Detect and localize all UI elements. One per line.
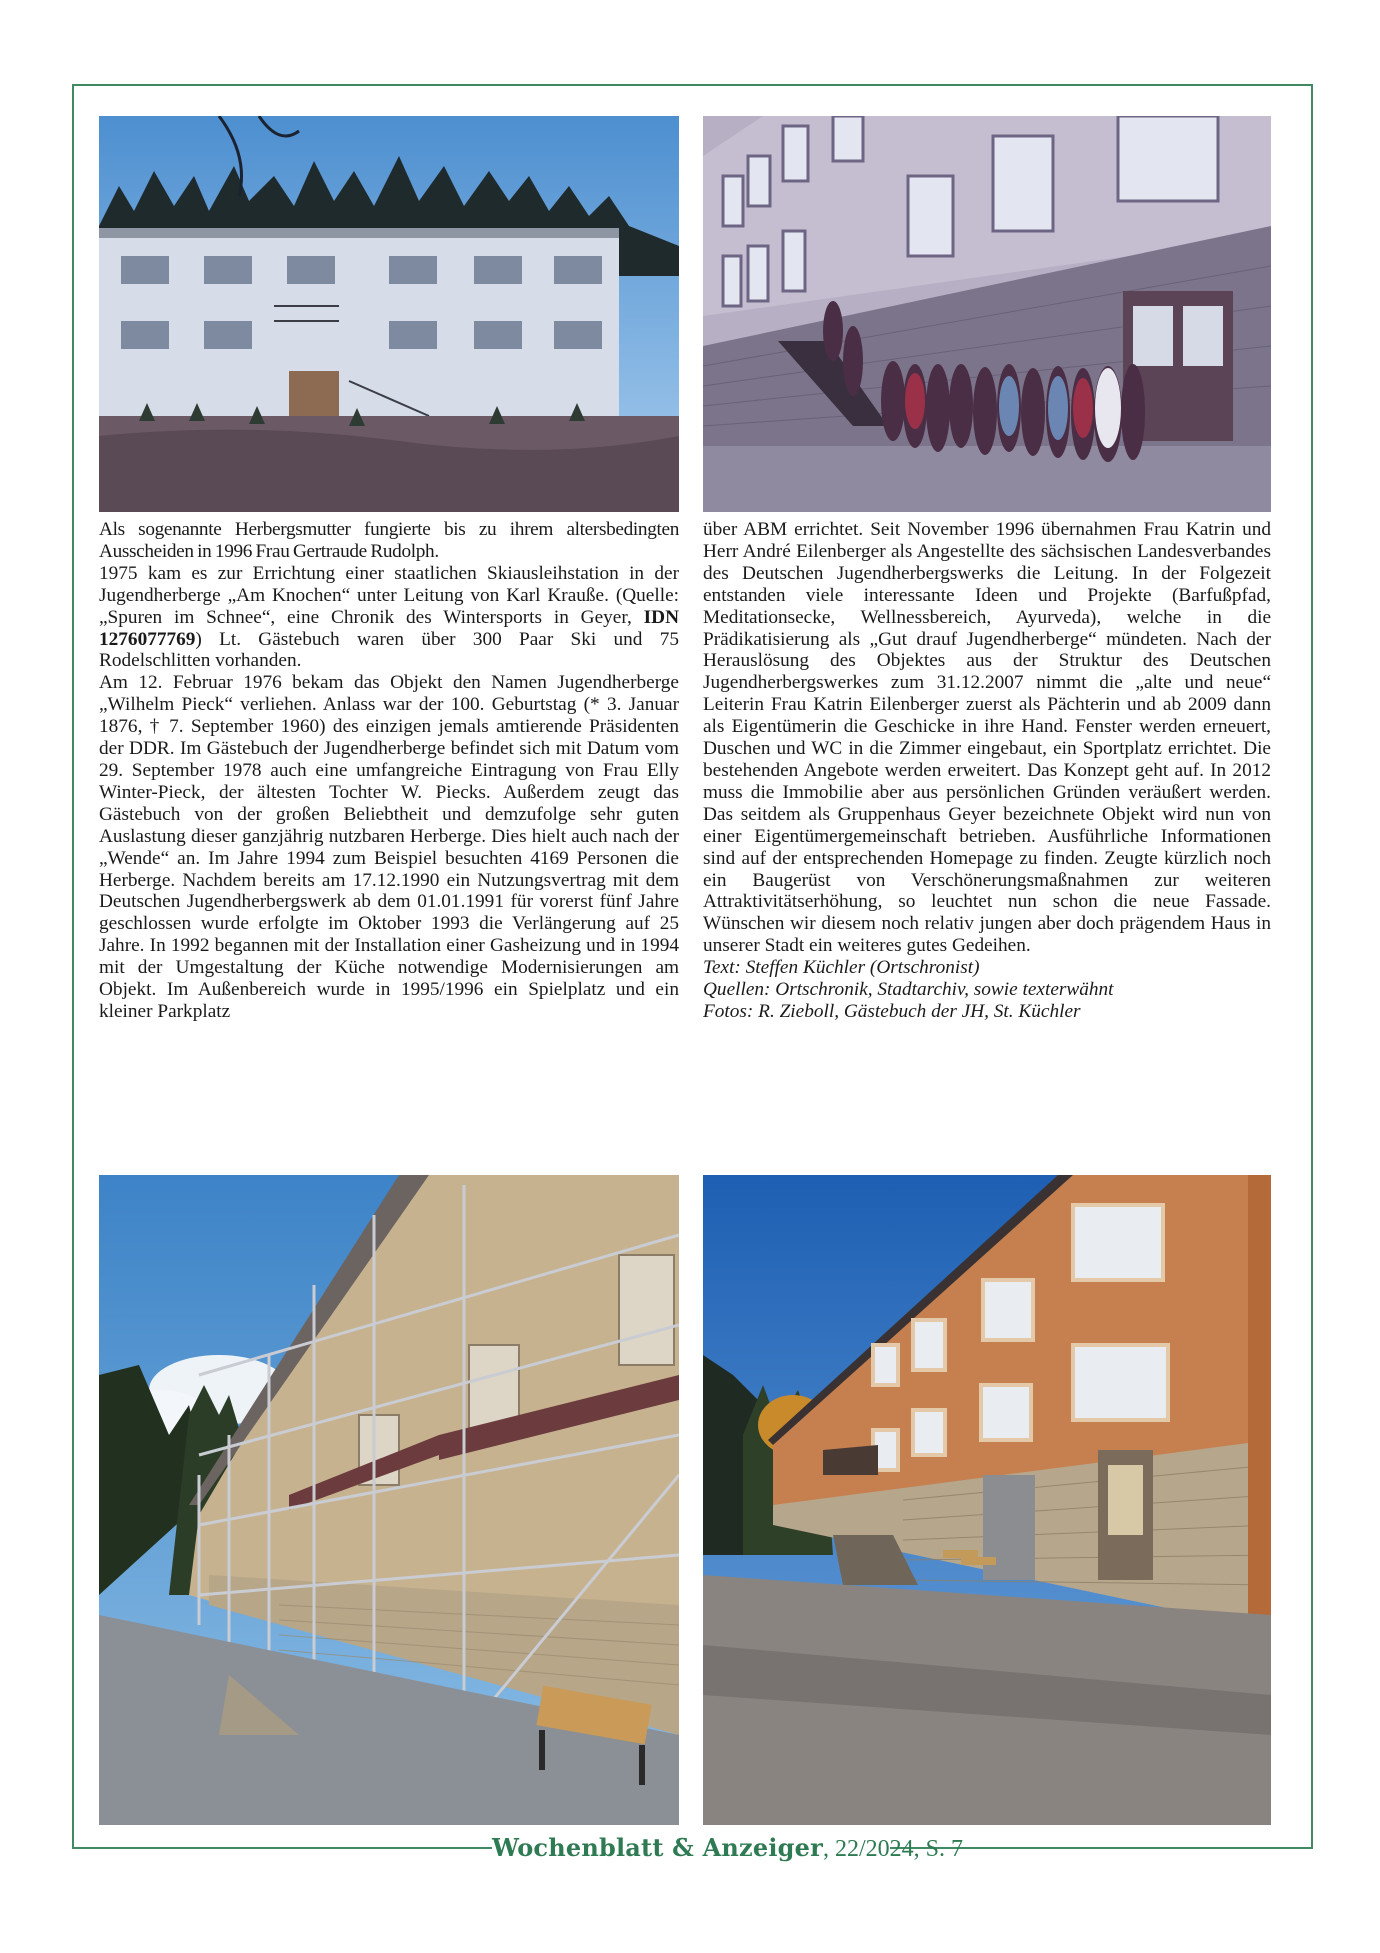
credit-text: Text: Steffen Küchler (Ortschronist) bbox=[703, 957, 980, 979]
photo-group-in-front-of-hostel bbox=[703, 116, 1271, 512]
credit-sources: Quellen: Ortschronik, Stadtarchiv, sowie texterwähnt bbox=[703, 979, 1114, 1001]
credit-photos: Fotos: R. Zieboll, Gästebuch der JH, St. Küchler bbox=[703, 1000, 1081, 1022]
photo-hostel-new-facade bbox=[703, 1175, 1271, 1825]
issue-and-page: , 22/2024, S. 7 bbox=[822, 1836, 963, 1862]
photo-hostel-winter-1970s bbox=[99, 116, 679, 512]
page-footer bbox=[492, 1830, 963, 1866]
footer-rule-left bbox=[72, 1847, 492, 1849]
paragraph-skiausleihstation-end: ) Lt. Gästebuch waren über 300 Paar Ski und 75 Rodelschlitten vorhanden. bbox=[99, 628, 679, 672]
paragraph-skiausleihstation-text: 1975 kam es zur Errichtung einer staatlichen Skiausleihstation in der Jugendherberge „Am Knochen“ unter Leitung von Karl Krauße. (Quelle: „Spuren im Schnee“, eine Chronik des Wintersports in Geyer, bbox=[99, 562, 679, 628]
article-column-right bbox=[703, 519, 1271, 1023]
idn-number: IDN 1276077769 bbox=[99, 606, 679, 650]
paragraph-herbergsmutter: Als sogenannte Herbergsmutter fungierte bis zu ihrem altersbedingten Ausscheiden in 1996 Frau Gertraude Rudolph. bbox=[99, 519, 679, 562]
paragraph-wilhelm-pieck: Am 12. Februar 1976 bekam das Objekt den Namen Jugendherberge „Wilhelm Pieck“ verliehen. Anlass war der 100. Geburtstag (* 3. Januar 1876, † 7. September 1960) des einzigen jemals amtierende Präsidenten der DDR. Im Gästebuch der Jugendherberge befindet sich mit Datum vom 29. September 1978 auch eine umfangreiche Eintragung von Frau Elly Winter-Pieck, der ältesten Tochter W. Piecks. Außerdem zeugt das Gästebuch von der großen Beliebtheit und demzufolge sehr guten Auslastung dieser ganzjährig nutzbaren Herberge. Dies hielt auch nach der „Wende“ an. Im Jahre 1994 zum Beispiel besuchten 4169 Personen die Herberge. Nachdem bereits am 17.12.1990 ein Nutzungsvertrag mit dem Deutschen Jugendherbergswerk ab dem 01.01.1991 für vorerst fünf Jahre geschlossen wurde erfolgte im Oktober 1993 die Verlängerung auf 25 Jahre. In 1992 begannen mit der Installation einer Gasheizung und in 1994 mit der Umgestaltung der Küche notwendige Modernisierungen am Objekt. Im Außenbereich wurde in 1995/1996 ein Spielplatz und ein kleiner Parkplatz bbox=[99, 672, 679, 1022]
paragraph-skiausleihstation bbox=[99, 563, 679, 673]
newspaper-masthead: Wochenblatt & Anzeiger bbox=[492, 1833, 823, 1862]
article-column-left bbox=[99, 519, 679, 1023]
paragraph-eilenberger: über ABM errichtet. Seit November 1996 übernahmen Frau Katrin und Herr André Eilenberger als Angestellte des sächsischen Landesverbandes des Deutschen Jugendherbergswerks die Leitung. In der Folgezeit entstanden viele interessante Ideen und Projekte (Barfußpfad, Meditationsecke, Wellnessbereich, Ayurveda), welche in die Prädikatisierung als „Gut drauf Jugendherberge“ mündeten. Nach der Herauslösung des Objektes aus der Struktur des Deutschen Jugendherbergswerkes zum 31.12.2007 nimmt die „alte und neue“ Leiterin Frau Katrin Eilenberger zuerst als Pächterin und ab 2009 dann als Eigentümerin die Geschicke in ihre Hand. Fenster werden erneuert, Duschen und WC in die Zimmer eingebaut, ein Sportplatz errichtet. Die bestehenden Angebote werden erweitert. Das Konzept geht auf. In 2012 muss die Immobilie aber aus persönlichen Gründen veräußert werden. Das seitdem als Gruppenhaus Geyer bezeichnete Objekt wird nun von einer Eigentümergemeinschaft betrieben. Ausführliche Informationen sind auf der entsprechenden Homepage zu finden. Zeugte kürzlich noch ein Baugerüst von Verschönerungsmaßnahmen zur weiteren Attraktivitätserhöhung, so leuchtet nun schon die neue Fassade. Wünschen wir diesem noch relativ jungen aber doch prägendem Haus in unserer Stadt ein weiteres gutes Gedeihen. bbox=[703, 519, 1271, 957]
photo-hostel-with-scaffolding bbox=[99, 1175, 679, 1825]
